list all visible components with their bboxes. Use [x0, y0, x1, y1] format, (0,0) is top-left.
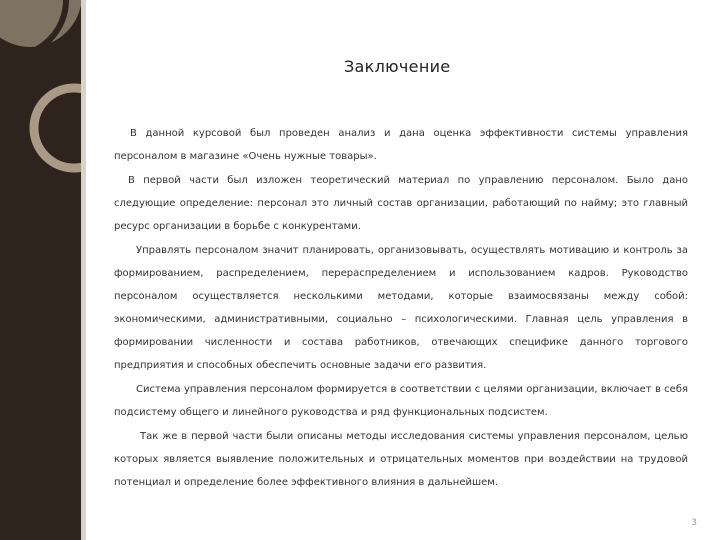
slide-body [114, 122, 688, 494]
paragraph-4: Система управления персоналом формируется в соответствии с целями организации, включает в себя подсистему общего и линейного руководства и ряд функциональных подсистем. [114, 384, 688, 418]
decorative-ring [34, 88, 81, 168]
decorative-rings [0, 0, 81, 540]
paragraph-2: В первой части был изложен теоретический материал по управлению персоналом. Было дано следующие определение: персонал это личный состав организации, работающий по найму; это главный ресурс организации в борьбе с конкурентами. [114, 175, 688, 232]
decorative-disc [0, 0, 81, 47]
slide-title: Заключение [344, 57, 451, 76]
paragraph-5: Так же в первой части были описаны методы исследования системы управления персоналом, целью которых является выявление положительных и отрицательных моментов при воздействии на трудовой потенциал и определение более эффективного влияния в дальнейшем. [114, 431, 688, 488]
page-number: 3 [691, 518, 697, 528]
sidebar-stripe [81, 0, 86, 540]
paragraph-1: В данной курсовой был проведен анализ и дана оценка эффективности системы управления персоналом в магазине «Очень нужные товары». [114, 128, 688, 162]
paragraph-3: Управлять персоналом значит планировать, организовывать, осуществлять мотивацию и контроль за формированием, распределением, перераспределением и использованием кадров. Руководство персоналом осуществляется несколькими методами, которые взаимосвязаны между собой: экономическими, административными, социально – психологическими. Главная цель управления в формировании численности и состава работников, отвечающих специфике данного торгового предприятия и способных обеспечить основные задачи его развития. [114, 245, 688, 371]
decorative-sidebar [0, 0, 81, 540]
